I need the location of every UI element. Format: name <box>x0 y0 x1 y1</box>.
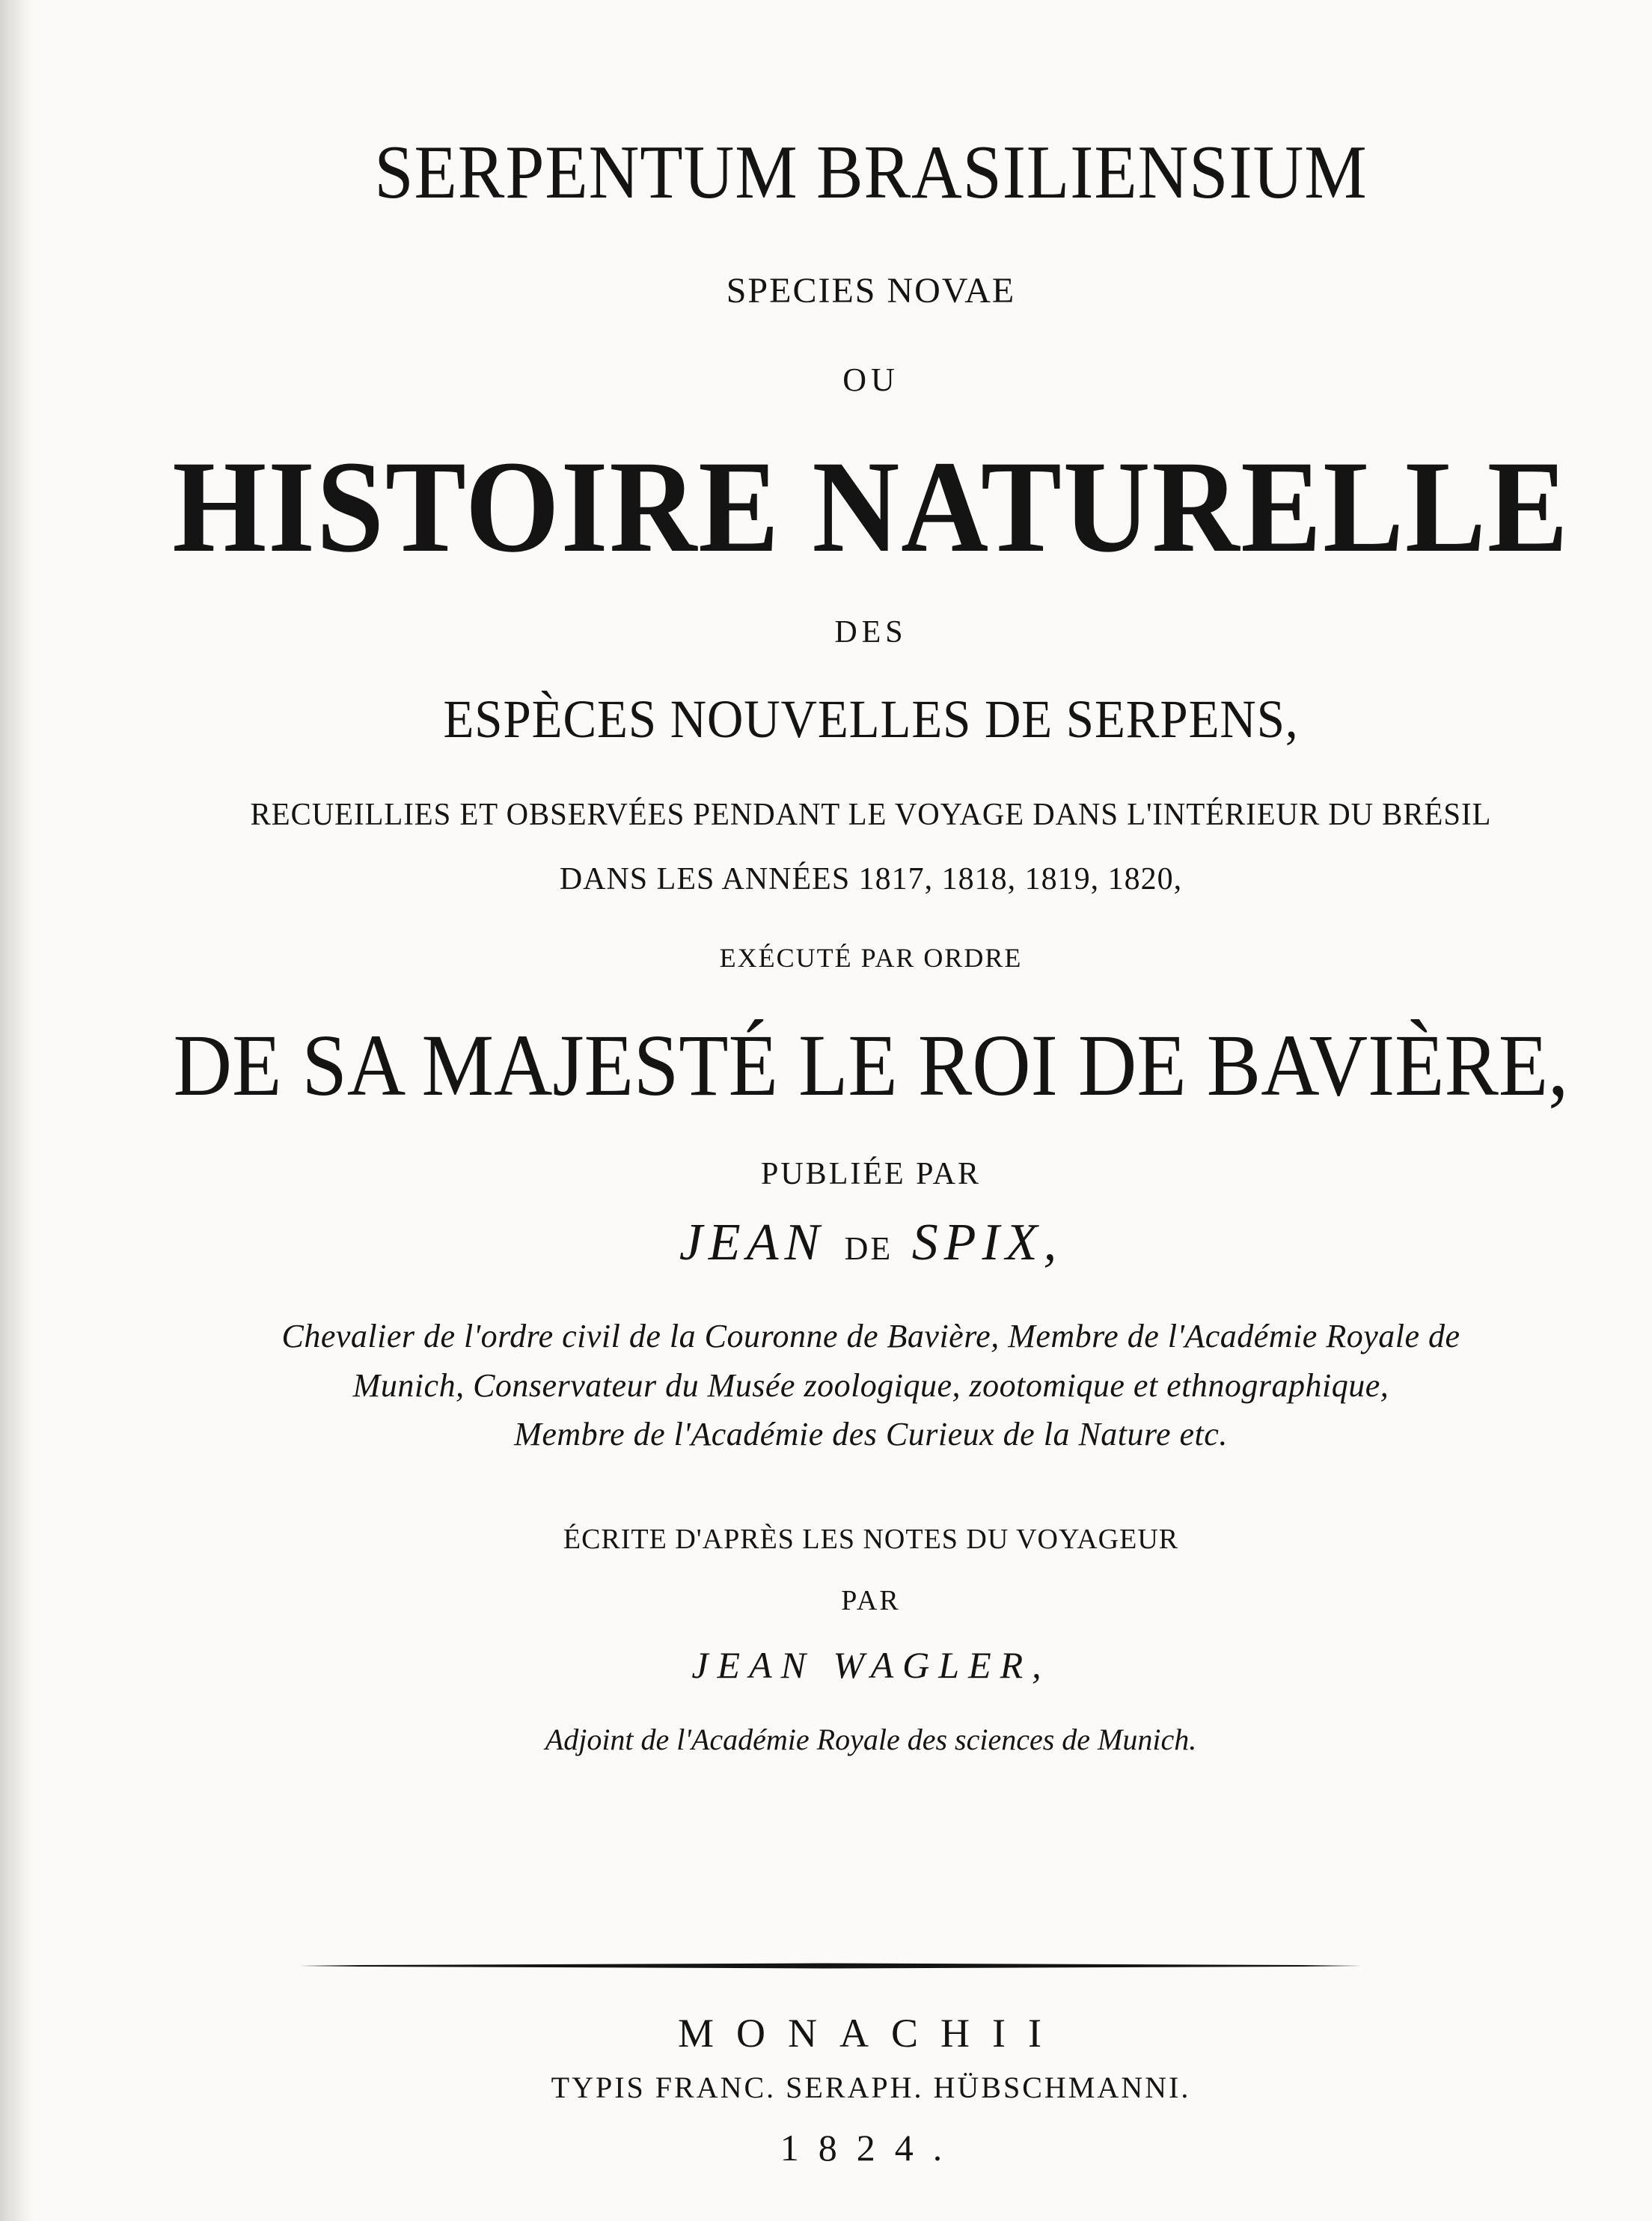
execute-line: EXÉCUTÉ PAR ORDRE <box>719 943 1023 973</box>
ecrite-line: ÉCRITE D'APRÈS LES NOTES DU VOYAGEUR <box>563 1524 1179 1555</box>
imprint-year: 1824. <box>780 2127 962 2169</box>
second-author-credentials: Adjoint de l'Académie Royale des sciences de Munich. <box>545 1723 1197 1756</box>
especes-line: ESPÈCES NOUVELLES DE SERPENS, <box>443 689 1299 749</box>
credentials-line-3: Membre de l'Académie des Curieux de la Nature etc. <box>514 1416 1228 1452</box>
ornamental-rule <box>299 1963 1362 1969</box>
author-spix <box>45 1214 1652 1271</box>
credentials-line-1: Chevalier de l'ordre civil de la Couronne de Bavière, Membre de l'Académie Royale de <box>281 1318 1460 1354</box>
majeste-line: DE SA MAJESTÉ LE ROI DE BAVIÈRE, <box>173 1016 1569 1114</box>
page-edge-shadow <box>0 0 34 2221</box>
imprint-printer: TYPIS FRANC. SERAPH. HÜBSCHMANNI. <box>551 2071 1191 2104</box>
title-french: HISTOIRE NATURELLE <box>172 434 1570 580</box>
author-last-name: SPIX, <box>911 1214 1063 1271</box>
conjunction: OU <box>842 361 899 398</box>
des-line: DES <box>834 615 908 650</box>
title-latin: SERPENTUM BRASILIENSIUM <box>374 130 1368 215</box>
imprint-place: MONACHII <box>678 2011 1064 2056</box>
author-first-name: JEAN <box>679 1214 826 1271</box>
ornamental-rule-svg <box>299 1963 1362 1969</box>
credentials-line-2: Munich, Conservateur du Musée zoologique, zootomique et ethnographique, <box>352 1367 1389 1404</box>
par-line: PAR <box>841 1585 901 1616</box>
annees-line: DANS LES ANNÉES 1817, 1818, 1819, 1820, <box>559 862 1183 896</box>
recueillies-line: RECUEILLIES ET OBSERVÉES PENDANT LE VOYAGE DANS L'INTÉRIEUR DU BRÉSIL <box>250 798 1492 832</box>
second-author: JEAN WAGLER, <box>691 1644 1050 1686</box>
subtitle-latin: SPECIES NOVAE <box>726 271 1016 311</box>
author-particle: DE <box>844 1230 893 1267</box>
publiee-line: PUBLIÉE PAR <box>760 1157 981 1191</box>
